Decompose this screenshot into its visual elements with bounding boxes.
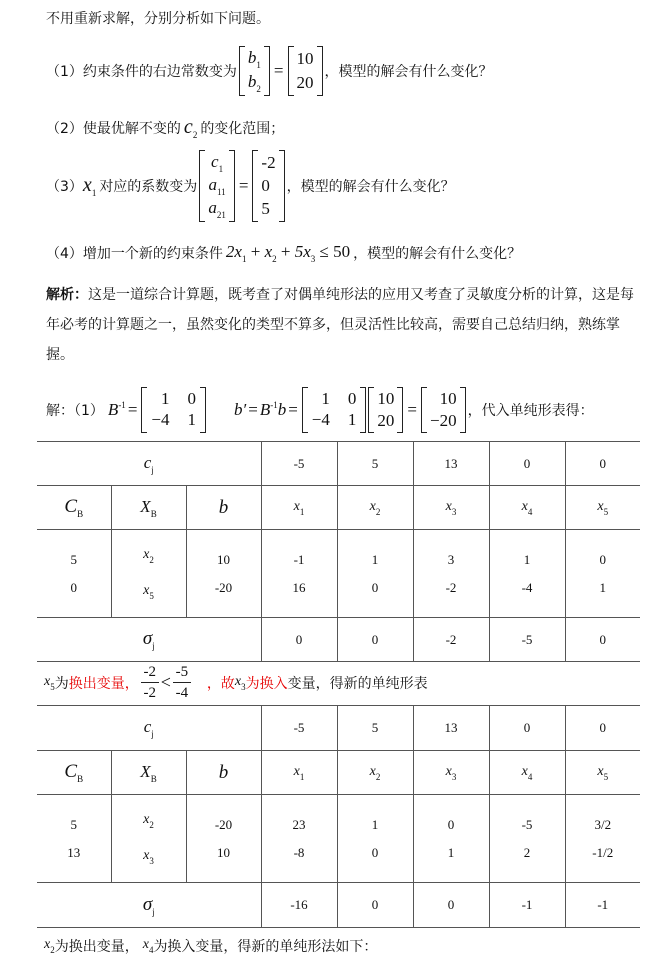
equals-sign: = — [238, 176, 249, 195]
binv-label: $B^{-1}$ — [107, 400, 126, 419]
b-vector-cell: 10 — [377, 389, 395, 408]
var-header: $x_2$ — [337, 486, 413, 530]
cj-value: 5 — [337, 706, 413, 751]
xb-header: $X_B$ — [111, 751, 186, 795]
cj-value: 5 — [337, 442, 413, 486]
cj-value: 13 — [413, 442, 489, 486]
header-row — [37, 486, 640, 530]
cb-header: $C_B$ — [37, 486, 111, 530]
cj-row — [37, 442, 640, 486]
sigma-value: 0 — [261, 618, 337, 662]
sigma-value: 0 — [413, 883, 489, 928]
coef-values: 3 -2 — [413, 530, 489, 618]
q3-a11: $a_{11}$ — [208, 174, 226, 197]
q3-rhs-vector — [252, 150, 284, 222]
cj-label: $c_j$ — [37, 706, 261, 751]
binv-cell: 0 — [347, 389, 357, 408]
sigma-row — [37, 883, 640, 928]
bprime-expr: $B^{-1}b$ — [259, 400, 287, 419]
cj-row — [37, 706, 640, 751]
binv-cell: 1 — [161, 389, 170, 408]
leaving-var: $x_2$ — [44, 937, 55, 955]
less-than: < — [160, 672, 171, 692]
binv-cell: 1 — [321, 389, 330, 408]
q1-rhs-vector — [288, 46, 323, 96]
xb-values: $x_2$ $x_5$ — [111, 530, 186, 618]
binv-cell: −4 — [151, 410, 170, 429]
cb-header: $C_B$ — [37, 751, 111, 795]
equals-sign: = — [127, 400, 138, 419]
b-header: b — [186, 751, 261, 795]
question-3 — [46, 150, 455, 222]
b-values: 10 -20 — [186, 530, 261, 618]
q3-rhs-1: 0 — [261, 175, 270, 195]
analysis-label: 解析： — [46, 287, 88, 303]
var-header: $x_3$ — [413, 751, 489, 795]
cj-value: -5 — [261, 706, 337, 751]
question-2 — [46, 116, 284, 140]
analysis-paragraph — [46, 280, 636, 370]
equals-sign: = — [248, 400, 258, 419]
q3-c1: $c_1$ — [211, 151, 224, 174]
solution-prefix: 解：（1） — [46, 403, 104, 419]
q1-lhs-vector — [239, 46, 270, 96]
var-header: $x_4$ — [489, 486, 565, 530]
binv-cell: −4 — [311, 410, 330, 429]
sigma-value: -1 — [489, 883, 565, 928]
result-vector — [421, 387, 466, 433]
sigma-label: $\sigma_j$ — [37, 618, 261, 662]
q3-a21: $a_{21}$ — [208, 198, 226, 221]
q2-prefix: （2）使最优解不变的 — [46, 121, 181, 137]
var-header: $x_3$ — [413, 486, 489, 530]
q1-rhs-0: 10 — [296, 49, 314, 68]
ratio-1: $\frac{-2}{-2}$ — [141, 664, 159, 701]
coef-values: 1 0 — [337, 795, 413, 883]
leaving-var: $x_5$ — [44, 673, 55, 692]
q3-prefix: （3） — [46, 179, 83, 195]
var-header: $x_1$ — [261, 486, 337, 530]
coef-values: 0 1 — [413, 795, 489, 883]
b-values: -20 10 — [186, 795, 261, 883]
binv-cell: 1 — [187, 410, 196, 429]
note-text: 为换入变量，得新的单纯形法如下： — [153, 939, 378, 955]
q2-suffix: 的变化范围； — [200, 121, 285, 137]
q4-prefix: （4）增加一个新的约束条件 — [46, 246, 223, 262]
basis-rows — [37, 795, 640, 883]
coef-values: 1 0 — [337, 530, 413, 618]
sigma-row — [37, 618, 640, 662]
equals-sign: = — [273, 61, 284, 80]
coef-values: 3/2 -1/2 — [565, 795, 640, 883]
binv-matrix-2 — [302, 387, 367, 433]
question-4 — [46, 242, 521, 264]
sigma-value: -16 — [261, 883, 337, 928]
entering-var: $x_3$ — [234, 673, 246, 692]
q1-b1: $b_1$ — [247, 48, 261, 70]
q3-mid: 对应的系数变为 — [99, 179, 198, 195]
basis-rows — [37, 530, 640, 618]
note-text: 为换出变量， — [54, 939, 139, 955]
simplex-tableau-1 — [37, 441, 640, 662]
question-1 — [46, 46, 493, 96]
q3-rhs-0: -2 — [261, 152, 276, 172]
var-header: $x_5$ — [565, 751, 640, 795]
entering-var: $x_4$ — [142, 937, 154, 955]
note-text: 变量，得新的单纯形表 — [287, 675, 428, 692]
var-header: $x_4$ — [489, 751, 565, 795]
q4-constraint: $2x_1 + x_2 + 5x_3 \le 50$ — [225, 242, 351, 264]
q1-b2: $b_2$ — [247, 72, 261, 94]
binv-matrix — [141, 387, 206, 433]
solution-line — [46, 387, 594, 433]
analysis-text: 这是一道综合计算题，既考查了对偶单纯形法的应用又考查了灵敏度分析的计算，这是每年必考的计算题之一，虽然变化的类型不算多，但灵活性比较高，需要自己总结归纳，熟练掌握。 — [46, 287, 634, 363]
sigma-value: 0 — [337, 618, 413, 662]
sigma-value: 0 — [565, 618, 640, 662]
note-highlight: 为换入 — [245, 675, 288, 692]
q2-var: $c_2$ — [183, 116, 198, 140]
equals-sign: = — [407, 400, 417, 419]
cb-values: 5 13 — [37, 795, 111, 883]
intro-text — [46, 8, 270, 28]
q4-suffix: ，模型的解会有什么变化？ — [353, 246, 522, 262]
cj-value: 0 — [565, 442, 640, 486]
binv-cell: 1 — [347, 410, 357, 429]
sigma-value: -1 — [565, 883, 640, 928]
note-highlight: 换出变量， — [68, 675, 139, 692]
result-cell: −20 — [429, 411, 457, 430]
var-header: $x_2$ — [337, 751, 413, 795]
q1-prefix: （1）约束条件的右边常数变为 — [46, 64, 237, 80]
xb-header: $X_B$ — [111, 486, 186, 530]
sigma-value: -2 — [413, 618, 489, 662]
cb-values: 5 0 — [37, 530, 111, 618]
q1-suffix: ，模型的解会有什么变化？ — [324, 64, 493, 80]
pivot-note-2 — [44, 936, 377, 956]
equals-sign: = — [288, 400, 298, 419]
q3-rhs-2: 5 — [261, 199, 270, 219]
coef-values: 0 1 — [565, 530, 640, 618]
b-vector-cell: 20 — [377, 411, 395, 430]
cj-value: -5 — [261, 442, 337, 486]
ratio-2: $\frac{-5}{-4}$ — [173, 664, 191, 701]
cj-value: 13 — [413, 706, 489, 751]
binv-cell: 0 — [187, 389, 196, 408]
note-highlight: ，故 — [206, 675, 235, 692]
note-text: 为 — [54, 675, 69, 692]
solution-suffix: ，代入单纯形表得： — [467, 403, 594, 419]
coef-values: -5 2 — [489, 795, 565, 883]
q3-var: $x_1$ — [82, 174, 97, 198]
xb-values: $x_2$ $x_3$ — [111, 795, 186, 883]
header-row — [37, 751, 640, 795]
var-header: $x_1$ — [261, 751, 337, 795]
result-cell: 10 — [439, 389, 457, 408]
b-vector — [368, 387, 403, 433]
sigma-label: $\sigma_j$ — [37, 883, 261, 928]
cj-value: 0 — [489, 706, 565, 751]
coef-values: -1 16 — [261, 530, 337, 618]
pivot-note-1 — [44, 664, 428, 701]
cj-value: 0 — [565, 706, 640, 751]
bprime-label: b′ — [234, 400, 247, 419]
cj-value: 0 — [489, 442, 565, 486]
q1-rhs-1: 20 — [296, 73, 314, 92]
var-header: $x_5$ — [565, 486, 640, 530]
cj-label: $c_j$ — [37, 442, 261, 486]
b-header: b — [186, 486, 261, 530]
intro-sentence: 不用重新求解，分别分析如下问题。 — [46, 11, 270, 27]
q3-lhs-vector — [199, 150, 235, 222]
simplex-tableau-2 — [37, 705, 640, 928]
coef-values: 23 -8 — [261, 795, 337, 883]
q3-suffix: ，模型的解会有什么变化？ — [286, 179, 455, 195]
sigma-value: 0 — [337, 883, 413, 928]
coef-values: 1 -4 — [489, 530, 565, 618]
sigma-value: -5 — [489, 618, 565, 662]
